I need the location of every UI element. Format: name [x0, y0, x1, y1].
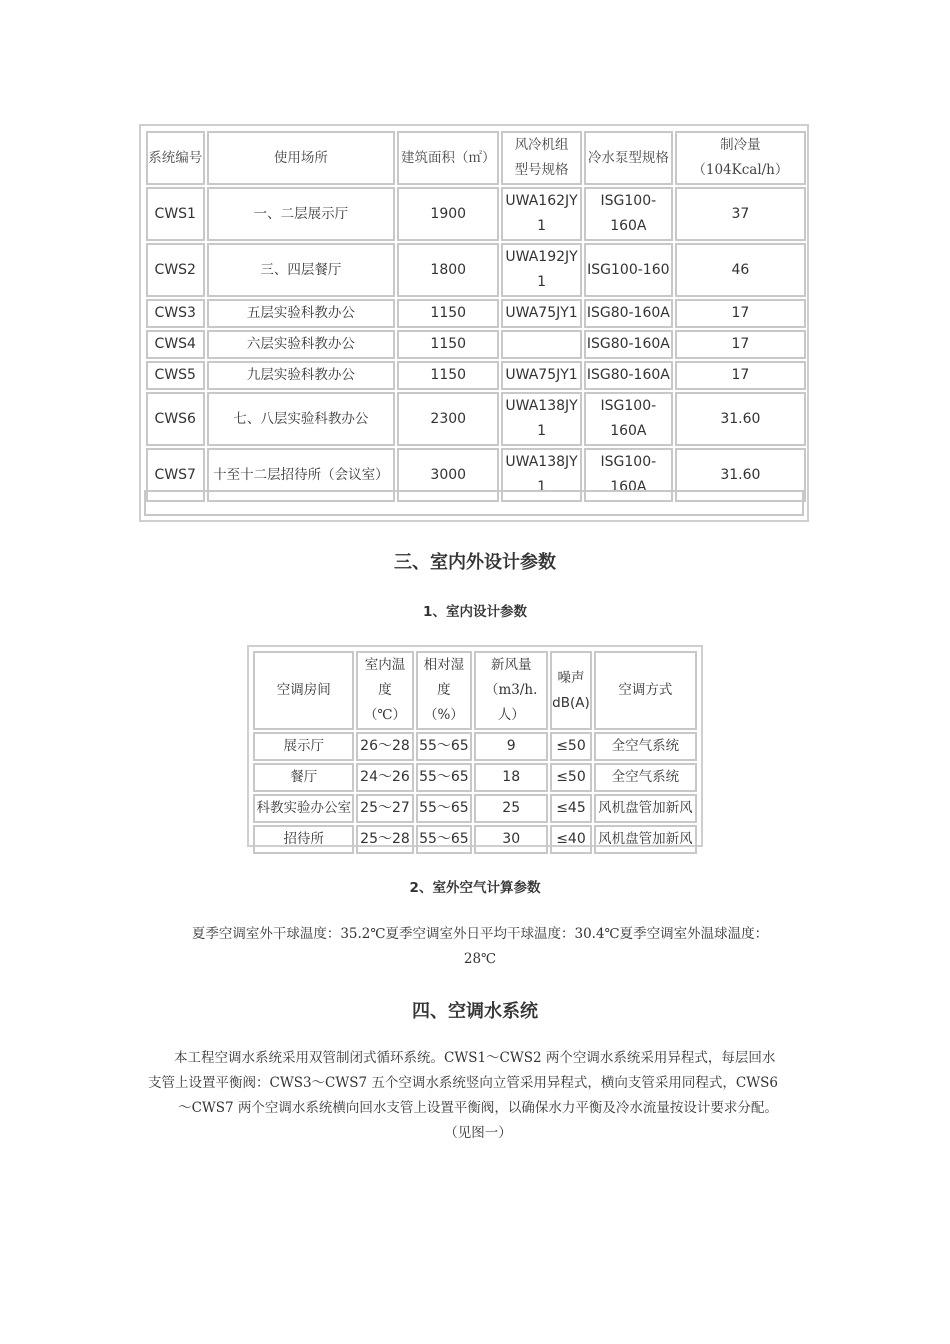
table-row [253, 763, 697, 792]
cell-unit-model-line1: UWA192JY [505, 249, 578, 265]
table-row [146, 187, 806, 241]
cell-cooling: 37 [675, 187, 806, 241]
header-fresh-air-line1: 新风量 [490, 657, 532, 673]
cell-humidity: 55～65 [416, 732, 473, 761]
cell-pump-model: ISG80-160A [584, 299, 673, 328]
cell-cooling: 31.60 [675, 448, 806, 502]
cell-unit-model [501, 187, 582, 241]
cell-humidity: 55～65 [416, 825, 473, 854]
header-room: 空调房间 [253, 651, 354, 730]
cell-system-id: CWS2 [146, 243, 205, 297]
indoor-params-subtitle: 1、室内设计参数 [423, 604, 527, 620]
cell-unit-model-line1: UWA138JY [505, 398, 578, 414]
cell-noise: ≤50 [550, 732, 592, 761]
cell-room: 招待所 [253, 825, 354, 854]
cell-fresh-air: 18 [474, 763, 548, 792]
cell-humidity: 55～65 [416, 794, 473, 823]
cell-place: 五层实验科教办公 [207, 299, 396, 328]
cell-unit-model: UWA75JY1 [501, 299, 582, 328]
table-row [253, 825, 697, 854]
cell-pump-model-line2: 160A [610, 423, 647, 439]
header-humidity [416, 651, 473, 730]
cell-pump-model-line1: ISG100- [600, 398, 657, 414]
cell-unit-model-line1: UWA138JY [505, 454, 578, 470]
header-fresh-air-line2: （m3/h. [484, 682, 538, 698]
table-row [253, 732, 697, 761]
cell-pump-model-line1: ISG100- [600, 454, 657, 470]
indoor-params-table [247, 645, 703, 847]
cell-mode: 风机盘管加新风 [594, 794, 697, 823]
table1-header-row [146, 131, 806, 185]
water-system-paragraph [148, 1046, 808, 1146]
header-noise [550, 651, 592, 730]
cell-area: 3000 [397, 448, 499, 502]
cell-fresh-air: 9 [474, 732, 548, 761]
table-row [146, 243, 806, 297]
cell-fresh-air: 30 [474, 825, 548, 854]
header-temp [356, 651, 413, 730]
section3-title: 三、室内外设计参数 [394, 552, 556, 573]
cell-temp: 25～27 [356, 794, 413, 823]
cell-noise: ≤45 [550, 794, 592, 823]
cell-temp: 25～28 [356, 825, 413, 854]
header-temp-line1: 室内温度 [364, 657, 406, 698]
outdoor-params-text [140, 922, 820, 972]
header-noise-line2: dB(A) [552, 694, 590, 711]
header-humidity-line2: （%） [423, 707, 464, 723]
water-para-line2: 支管上设置平衡阀：CWS3～CWS7 五个空调水系统竖向立管采用异程式，横向支管采用同程式，CWS6 [148, 1075, 778, 1091]
header-cooling-line2: （104Kcal/h） [692, 162, 789, 178]
cell-mode: 风机盘管加新风 [594, 825, 697, 854]
cell-area: 1150 [397, 330, 499, 359]
outdoor-params-subtitle: 2、室外空气计算参数 [409, 880, 541, 896]
cell-system-id: CWS3 [146, 299, 205, 328]
cell-mode: 全空气系统 [594, 732, 697, 761]
table2-header-row [253, 651, 697, 730]
table-row [146, 330, 806, 359]
cell-pump-model [584, 187, 673, 241]
cell-place: 六层实验科教办公 [207, 330, 396, 359]
cell-system-id: CWS7 [146, 448, 205, 502]
cooling-systems-grid [144, 129, 808, 504]
cell-mode: 全空气系统 [594, 763, 697, 792]
cell-cooling: 17 [675, 299, 806, 328]
cell-cooling: 46 [675, 243, 806, 297]
cell-room: 科教实验办公室 [253, 794, 354, 823]
header-place: 使用场所 [207, 131, 396, 185]
header-fresh-air-line3: 人） [497, 707, 525, 723]
cell-system-id: CWS4 [146, 330, 205, 359]
cooling-systems-table [139, 124, 809, 522]
cell-unit-model [501, 392, 582, 446]
header-fresh-air [474, 651, 548, 730]
cell-system-id: CWS6 [146, 392, 205, 446]
cell-pump-model-line2: 160A [610, 218, 647, 234]
cell-place: 一、二层展示厅 [207, 187, 396, 241]
cell-area: 1150 [397, 361, 499, 390]
cell-unit-model: UWA75JY1 [501, 361, 582, 390]
cell-humidity: 55～65 [416, 763, 473, 792]
cell-system-id: CWS5 [146, 361, 205, 390]
cell-room: 展示厅 [253, 732, 354, 761]
header-humidity-line1: 相对湿度 [423, 657, 465, 698]
cell-room: 餐厅 [253, 763, 354, 792]
cell-area: 1800 [397, 243, 499, 297]
section4-title: 四、空调水系统 [412, 1001, 538, 1022]
header-cooling-line1: 制冷量 [720, 137, 761, 153]
indoor-params-grid [251, 649, 699, 856]
header-system-id: 系统编号 [146, 131, 205, 185]
cell-place: 九层实验科教办公 [207, 361, 396, 390]
table-row [146, 299, 806, 328]
cell-unit-model-line1: UWA162JY [505, 193, 578, 209]
header-area: 建筑面积（㎡） [397, 131, 499, 185]
cell-place: 七、八层实验科教办公 [207, 392, 396, 446]
cell-unit-model [501, 243, 582, 297]
cell-temp: 24～26 [356, 763, 413, 792]
header-pump-model: 冷水泵型规格 [584, 131, 673, 185]
cell-place: 十至十二层招待所（会议室） [207, 448, 396, 502]
cell-unit-model-line2: 1 [537, 218, 547, 234]
cell-noise: ≤40 [550, 825, 592, 854]
cell-temp: 26～28 [356, 732, 413, 761]
table-row [253, 794, 697, 823]
cell-area: 2300 [397, 392, 499, 446]
cell-unit-model-line2: 1 [537, 274, 547, 290]
outdoor-params-line2: 28℃ [463, 951, 497, 967]
cell-cooling: 17 [675, 361, 806, 390]
header-temp-line2: （℃） [363, 707, 407, 723]
cell-cooling: 17 [675, 330, 806, 359]
cell-pump-model [584, 392, 673, 446]
table-row [146, 361, 806, 390]
cell-system-id: CWS1 [146, 187, 205, 241]
cell-unit-model-line2: 1 [537, 423, 547, 439]
table1-empty-footer-row [144, 490, 804, 516]
table-row [146, 392, 806, 446]
cell-noise: ≤50 [550, 763, 592, 792]
header-unit-model-line2: 型号规格 [514, 162, 569, 178]
cell-pump-model: ISG100-160 [584, 243, 673, 297]
header-unit-model [501, 131, 582, 185]
water-para-line1: 本工程空调水系统采用双管制闭式循环系统。CWS1～CWS2 两个空调水系统采用异程式，每层回水 [174, 1050, 776, 1066]
cell-pump-model-line1: ISG100- [600, 193, 657, 209]
cell-unit-model [501, 330, 582, 359]
header-noise-line1: 噪声 [557, 669, 585, 686]
outdoor-params-line1: 夏季空调室外干球温度：35.2℃夏季空调室外日平均干球温度：30.4℃夏季空调室外温球温度： [191, 926, 769, 942]
header-mode: 空调方式 [594, 651, 697, 730]
cell-area: 1900 [397, 187, 499, 241]
cell-fresh-air: 25 [474, 794, 548, 823]
cell-area: 1150 [397, 299, 499, 328]
cell-pump-model: ISG80-160A [584, 330, 673, 359]
header-cooling [675, 131, 806, 185]
see-figure-note: （见图一） [444, 1125, 512, 1141]
cell-unit-model-line2: 1 [537, 479, 547, 495]
cell-place: 三、四层餐厅 [207, 243, 396, 297]
cell-cooling: 31.60 [675, 392, 806, 446]
cell-pump-model: ISG80-160A [584, 361, 673, 390]
header-unit-model-line1: 风冷机组 [514, 137, 569, 153]
water-para-line3: ～CWS7 两个空调水系统横向回水支管上设置平衡阀，以确保水力平衡及冷水流量按设计要求分配。 [178, 1100, 778, 1116]
cell-pump-model-line2: 160A [610, 479, 647, 495]
